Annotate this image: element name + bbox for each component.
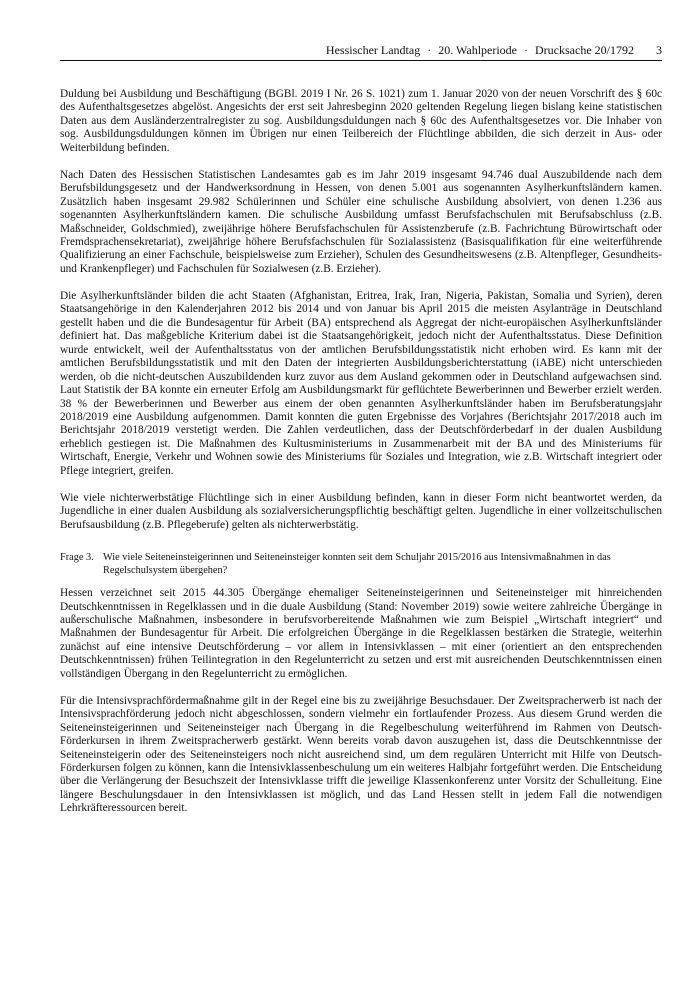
paragraph: Nach Daten des Hessischen Statistischen Landesamtes gab es im Jahr 2019 insgesamt 94.746 dual Auszubildende nach dem Berufsbildungsgesetz und der Handwerksordnung in Hessen, von denen 5.001 aus sogenannten Asylherkunftsländern kamen. Zusätzlich haben insgesamt 29.982 Schülerinnen und Schüler eine schulische Ausbildung absolviert, von denen 1.236 aus sogenannten Asylherkunftsländern kamen. Die schulische Ausbildung umfasst Berufsfachschulen mit Berufsabschluss (z.B. Maßschneider, Goldschmied), zweijährige höhere Berufsfachschulen für Assistenzberufe (z.B. Fachrichtung Bürowirtschaft oder Fremdsprachensekretariat), zweijährige höhere Berufsfachschulen für Sozialassistenz (Basisqualifikation für eine weiterführende Qualifizierung an einer Fachschule, beispielsweise zum Erzieher), Schulen des Gesundheitswesens (z.B. Altenpfleger, Gesundheits- und Krankenpfleger) und Fachschulen für Sozialwesen (z.B. Erzieher). bbox=[60, 168, 662, 275]
header-publication: Hessischer Landtag bbox=[325, 43, 421, 57]
header-meta bbox=[326, 42, 634, 58]
header-separator: · bbox=[524, 43, 529, 57]
header-drucksache: Drucksache 20/1792 bbox=[535, 43, 634, 57]
paragraph: Für die Intensivsprachfördermaßnahme gilt in der Regel eine bis zu zweijährige Besuchsdauer. Der Zweitspracherwerb ist nach der Intensivsprachförderung jedoch nicht abgeschlossen, sondern vielmehr ein fortlaufender Prozess. Aus diesem Grund werden die Seiteneinsteigerinnen und Seiteneinsteiger nach Übergang in die Regelbeschulung weiterführend im Rahmen von Deutsch-Förderkursen in ihrem Zweitspracherwerb gestärkt. Wenn bereits vorab davon auszugehen ist, dass die Deutschkenntnisse der Seiteneinsteigerin oder des Seiteneinsteigers noch nicht ausreichend sind, um dem regulären Unterricht mit Hilfe von Deutsch-Förderkursen folgen zu können, kann die Intensivklassenbeschulung um ein weiteres Halbjahr fortgeführt werden. Die Entscheidung über die Verlängerung der Besuchszeit der Intensivklasse trifft die jeweilige Klassenkonferenz unter Vorsitz der Schulleitung. Eine längere Beschulungsdauer in den Intensivklassen ist möglich, und das Land Hessen stellt in jedem Fall die notwendigen Lehrkräfteressourcen bereit. bbox=[60, 694, 662, 815]
paragraph: Hessen verzeichnet seit 2015 44.305 Übergänge ehemaliger Seiteneinsteigerinnen und Seiteneinsteiger mit hinreichenden Deutschkenntnissen in Regelklassen und in die duale Ausbildung (Stand: November 2019) sowie weitere zahlreiche Übergänge in außerschulische Maßnahmen, insbesondere in berufsvorbereitende Maßnahmen wie zum Beispiel „Wirtschaft integriert“ und Maßnahmen der Bundesagentur für Arbeit. Die erfolgreichen Übergänge in die Regelklassen bestärken die Strategie, weiterhin zunächst auf eine intensive Deutschförderung – vor allem in Intensivklassen – mit einer (orientiert an den entsprechenden Deutschkenntnissen) frühen Teilintegration in den Regelunterricht zu setzen und erst mit ausreichenden Deutschkenntnissen einen vollständigen Übergang in den Regelunterricht zu ermöglichen. bbox=[60, 587, 662, 680]
paragraph: Die Asylherkunftsländer bilden die acht Staaten (Afghanistan, Eritrea, Irak, Iran, Nigeria, Pakistan, Somalia und Syrien), deren Staatsangehörige in den Kalenderjahren 2012 bis 2014 und von Januar bis April 2015 die meisten Asylanträge in Deutschland gestellt haben und die die Bundesagentur für Arbeit (BA) entsprechend als Aggregat der nicht-europäischen Asylherkunftsländer definiert hat. Das maßgebliche Kriterium dabei ist die Staatsangehörigkeit, jedoch nicht der Aufenthaltsstatus. Diese Definition wurde entwickelt, weil der Aufenthaltsstatus von der amtlichen Berufsbildungsstatistik nicht erhoben wird. Es kann mit der amtlichen Berufsbildungsstatistik und mit den Daten der integrierten Ausbildungsberichterstattung (iABE) nicht unterschieden werden, ob die nicht-deutschen Auszubildenden kurz zuvor aus dem Ausland gekommen oder in Deutschland aufgewachsen sind. Laut Statistik der BA konnte ein erneuter Erfolg am Ausbildungsmarkt für geflüchtete Bewerberinnen und Bewerber erzielt werden. 38 % der Bewerberinnen und Bewerber aus einem der oben genannten Asylherkunftsländer haben im Berufsberatungsjahr 2018/2019 eine Ausbildung aufgenommen. Damit konnten die guten Ergebnisse des Vorjahres (Berichtsjahr 2017/2018 auch im Berichtsjahr 2018/2019 verstetigt werden. Die Zahlen verdeutlichen, dass der Deutschförderbedarf in der dualen Ausbildung erheblich gestiegen ist. Die Maßnahmen des Kultusministeriums in Zusammenarbeit mit der BA und des Ministeriums für Wirtschaft, Energie, Verkehr und Wohnen sowie des Ministeriums für Soziales und Integration, wie z.B. Wirtschaft integriert oder Pflege integriert, greifen. bbox=[60, 289, 662, 477]
question-text: Wie viele Seiteneinsteigerinnen und Seiteneinsteiger konnten seit dem Schuljahr 2015/2016 aus Intensivmaßnahmen in das Regelschulsystem übergehen? bbox=[103, 552, 611, 576]
page-number: 3 bbox=[656, 43, 662, 57]
document-body bbox=[60, 88, 662, 829]
paragraph: Wie viele nichterwerbstätige Flüchtlinge sich in einer Ausbildung befinden, kann in dieser Form nicht beantwortet werden, da Jugendliche in einer dualen Ausbildung als sozialversicherungspflichtig beschäftigt gelten. Jugendliche in einer vollzeitschulischen Berufsausbildung (z.B. Pflegeberufe) gelten als nichterwerbstätig. bbox=[60, 491, 662, 531]
page-header bbox=[60, 38, 662, 61]
paragraph: Duldung bei Ausbildung und Beschäftigung (BGBl. 2019 I Nr. 26 S. 1021) zum 1. Januar 2020 von der neuen Vorschrift des § 60c des Aufenthaltsgesetzes abgelöst. Angesichts der erst seit Jahresbeginn 2020 geltenden Regelung liegen bislang keine statistischen Daten aus dem Ausländerzentralregister zu sog. Ausbildungsduldungen nach § 60c des Aufenthaltsgesetzes vor. Die Inhaber von sog. Ausbildungsduldungen können im Übrigen nur einen Teilbereich der Flüchtlinge abbilden, die sich derzeit in Aus- oder Weiterbildung befinden. bbox=[60, 88, 662, 154]
header-separator: · bbox=[427, 43, 432, 57]
header-period: 20. Wahlperiode bbox=[438, 43, 518, 57]
question-block bbox=[60, 552, 662, 577]
question-label: Frage 3. bbox=[60, 552, 94, 564]
